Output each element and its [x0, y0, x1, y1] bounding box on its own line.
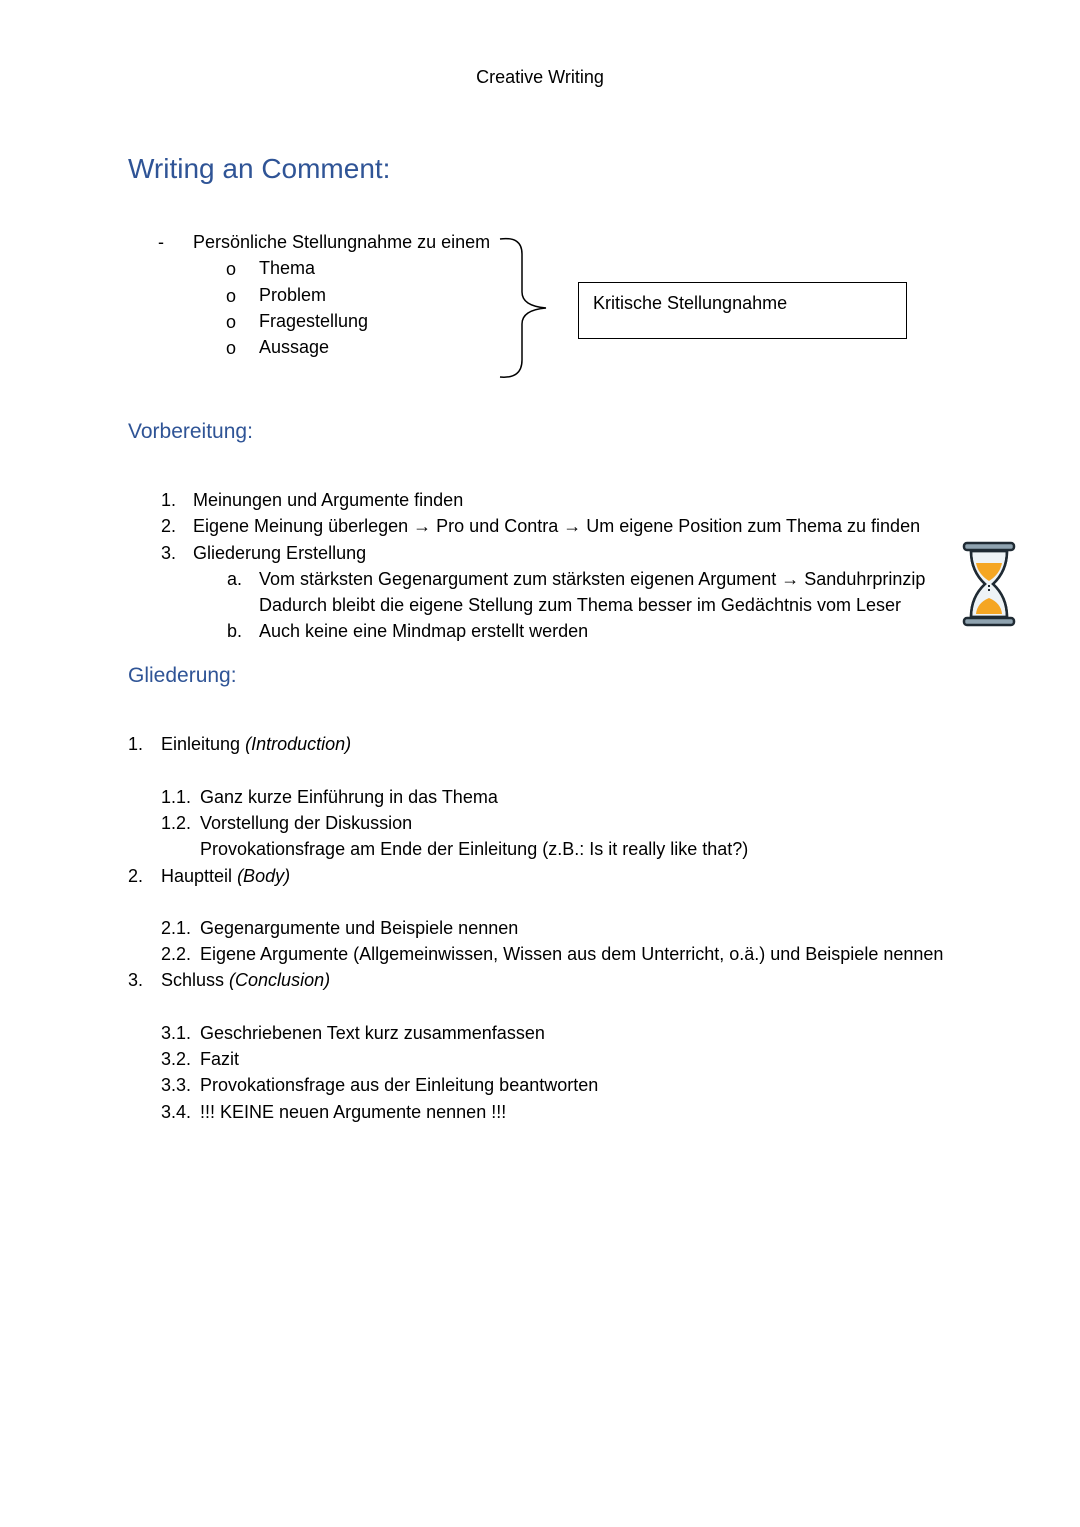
prep-subitem-letter: a. — [227, 569, 243, 589]
section-num: 1. — [128, 734, 144, 754]
sub-bullet-marker: o — [226, 312, 237, 332]
subsection-continuation: Provokationsfrage am Ende der Einleitung (z.B.: Is it really like that?) — [200, 839, 749, 859]
subsection-num: 3.3. — [161, 1075, 192, 1095]
prep-item-text: Meinungen und Argumente finden — [193, 490, 464, 510]
subsection-num: 3.2. — [161, 1049, 192, 1069]
subsection-text: Eigene Argumente (Allgemeinwissen, Wissen aus dem Unterricht, o.ä.) und Beispiele nennen — [200, 944, 944, 964]
subsection-text: !!! KEINE neuen Argumente nennen !!! — [200, 1102, 507, 1122]
section-title-en: (Body) — [237, 866, 291, 886]
sub-item-fragestellung: Fragestellung — [259, 311, 369, 331]
section-title-de: Hauptteil — [161, 866, 233, 886]
subsection-text: Ganz kurze Einführung in das Thema — [200, 787, 498, 807]
subsection-text: Gegenargumente und Beispiele nennen — [200, 918, 519, 938]
prep-subitem-text: Vom stärksten Gegenargument zum stärksten eigenen Argument → Sanduhrprinzip — [259, 569, 926, 589]
section-title — [161, 735, 351, 753]
prep-item-num: 1. — [161, 490, 177, 510]
sub-bullet-marker: o — [226, 259, 237, 279]
critical-statement-box — [578, 282, 907, 339]
section-num: 2. — [128, 866, 144, 886]
sub-item-thema: Thema — [259, 258, 316, 278]
prep-subitem-letter: b. — [227, 621, 243, 641]
curly-brace-icon — [498, 236, 552, 380]
comment-heading: Writing an Comment: — [128, 153, 391, 184]
sub-bullet-marker: o — [226, 338, 237, 358]
subsection-num: 3.1. — [161, 1023, 192, 1043]
sub-item-aussage: Aussage — [259, 337, 330, 357]
critical-statement-text: Kritische Stellungnahme — [593, 293, 788, 313]
subsection-num: 1.1. — [161, 787, 192, 807]
prep-item-text: Eigene Meinung überlegen → Pro und Contra → Um eigene Position zum Thema zu finden — [193, 516, 921, 536]
subsection-text: Vorstellung der Diskussion — [200, 813, 413, 833]
section-title — [161, 971, 330, 989]
prep-item-num: 2. — [161, 516, 177, 536]
sub-bullet-marker: o — [226, 286, 237, 306]
prep-item-text: Gliederung Erstellung — [193, 543, 367, 563]
subsection-num: 1.2. — [161, 813, 192, 833]
section-title — [161, 867, 290, 885]
structure-heading: Gliederung: — [128, 664, 237, 687]
subsection-text: Fazit — [200, 1049, 240, 1069]
prep-subitem-continuation: Dadurch bleibt die eigene Stellung zum Thema besser im Gedächtnis vom Leser — [259, 595, 902, 615]
bullet-dash: - — [158, 232, 164, 252]
section-title-de: Schluss — [161, 970, 225, 990]
subsection-num: 2.2. — [161, 944, 192, 964]
section-num: 3. — [128, 970, 144, 990]
subsection-num: 2.1. — [161, 918, 192, 938]
page-header: Creative Writing — [476, 67, 604, 87]
subsection-text: Provokationsfrage aus der Einleitung beantworten — [200, 1075, 599, 1095]
hourglass-icon — [960, 541, 1018, 627]
prep-subitem-text: Auch keine eine Mindmap erstellt werden — [259, 621, 589, 641]
section-title-de: Einleitung — [161, 734, 241, 754]
prep-item-num: 3. — [161, 543, 177, 563]
subsection-text: Geschriebenen Text kurz zusammenfassen — [200, 1023, 545, 1043]
subsection-num: 3.4. — [161, 1102, 192, 1122]
section-title-en: (Conclusion) — [229, 970, 331, 990]
bullet-text: Persönliche Stellungnahme zu einem — [193, 232, 491, 252]
preparation-heading: Vorbereitung: — [128, 420, 253, 443]
sub-item-problem: Problem — [259, 285, 327, 305]
section-title-en: (Introduction) — [245, 734, 352, 754]
